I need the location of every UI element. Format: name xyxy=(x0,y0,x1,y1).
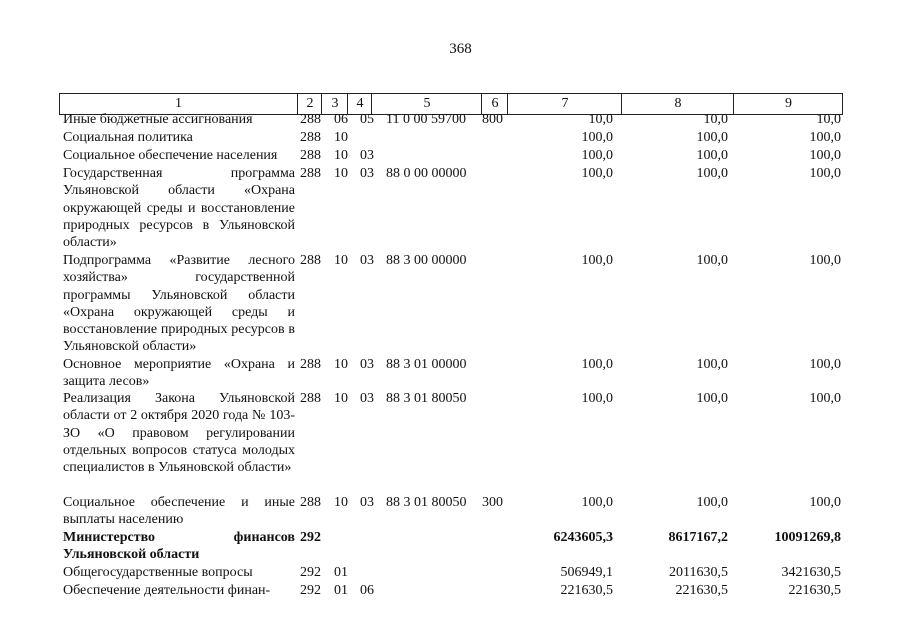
row-year-2: 2011630,5 xyxy=(669,565,728,580)
row-rz: 01 xyxy=(334,565,348,580)
row-year-2: 100,0 xyxy=(696,253,728,268)
row-year-3: 100,0 xyxy=(809,253,841,268)
row-year-1: 221630,5 xyxy=(560,583,613,598)
row-csr: 88 0 00 00000 xyxy=(386,166,467,181)
row-year-3: 10091269,8 xyxy=(774,530,841,545)
header-col-5: 5 xyxy=(371,94,482,114)
header-col-2: 2 xyxy=(297,94,322,114)
page-number: 368 xyxy=(449,41,472,57)
row-year-1: 100,0 xyxy=(581,253,613,268)
row-rz: 06 xyxy=(334,112,348,127)
row-name: Основное мероприятие «Охрана и защита лесов» xyxy=(63,357,295,390)
header-col-6: 6 xyxy=(481,94,508,114)
row-rz: 10 xyxy=(334,166,348,181)
row-year-2: 221630,5 xyxy=(675,583,728,598)
row-name: Социальное обеспечение населения xyxy=(63,148,278,163)
row-ved: 292 xyxy=(300,565,321,580)
row-year-2: 10,0 xyxy=(703,112,728,127)
row-name: Обеспечение деятельности финан- xyxy=(63,583,271,598)
row-year-3: 100,0 xyxy=(809,357,841,372)
header-col-1: 1 xyxy=(175,96,182,111)
row-ved: 288 xyxy=(300,148,321,163)
row-csr: 88 3 00 00000 xyxy=(386,253,467,268)
header-col-3: 3 xyxy=(321,94,348,114)
row-pr: 05 xyxy=(360,112,374,127)
row-name: Общегосударственные вопросы xyxy=(63,565,253,580)
row-name: Иные бюджетные ассигнования xyxy=(63,112,253,127)
header-col-4: 4 xyxy=(347,94,372,114)
row-rz: 10 xyxy=(334,391,348,406)
row-rz: 10 xyxy=(334,130,348,145)
row-name: Государственная программа Ульяновской области «Охрана окружающей среды и восстановление природных ресурсов в Ульяновской области» xyxy=(63,166,295,251)
row-year-3: 100,0 xyxy=(809,391,841,406)
row-year-1: 100,0 xyxy=(581,166,613,181)
row-csr: 88 3 01 00000 xyxy=(386,357,467,372)
row-year-2: 100,0 xyxy=(696,357,728,372)
row-pr: 03 xyxy=(360,253,374,268)
row-name: Социальная политика xyxy=(63,130,193,145)
row-ved: 288 xyxy=(300,253,321,268)
row-csr: 11 0 00 59700 xyxy=(386,112,466,127)
row-pr: 03 xyxy=(360,357,374,372)
row-year-1: 100,0 xyxy=(581,130,613,145)
row-ved: 288 xyxy=(300,391,321,406)
row-pr: 06 xyxy=(360,583,374,598)
row-year-2: 100,0 xyxy=(696,391,728,406)
row-csr: 88 3 01 80050 xyxy=(386,391,467,406)
row-year-3: 221630,5 xyxy=(788,583,841,598)
row-name: Социальное обеспечение и иные выплаты населению xyxy=(63,495,295,528)
row-year-3: 3421630,5 xyxy=(781,565,841,580)
row-year-2: 100,0 xyxy=(696,495,728,510)
row-year-2: 100,0 xyxy=(696,130,728,145)
header-col-8: 8 xyxy=(621,94,734,114)
row-rz: 10 xyxy=(334,253,348,268)
row-vr: 800 xyxy=(482,112,503,127)
row-pr: 03 xyxy=(360,495,374,510)
row-csr: 88 3 01 80050 xyxy=(386,495,467,510)
row-year-1: 100,0 xyxy=(581,495,613,510)
row-rz: 10 xyxy=(334,357,348,372)
row-rz: 01 xyxy=(334,583,348,598)
row-name: Подпрограмма «Развитие лесного хозяйства» государственной программы Ульяновской области «Охрана окружающей среды и восстановление природных ресурсов в Ульяновской области» xyxy=(63,253,295,355)
row-pr: 03 xyxy=(360,166,374,181)
row-year-2: 100,0 xyxy=(696,166,728,181)
row-ved: 288 xyxy=(300,130,321,145)
row-ved: 288 xyxy=(300,495,321,510)
row-pr: 03 xyxy=(360,391,374,406)
row-year-1: 100,0 xyxy=(581,391,613,406)
row-ved: 288 xyxy=(300,112,321,127)
row-year-3: 100,0 xyxy=(809,495,841,510)
row-name: Министерство финансов Ульяновской области xyxy=(63,530,295,563)
row-year-1: 100,0 xyxy=(581,148,613,163)
row-ved: 288 xyxy=(300,357,321,372)
row-vr: 300 xyxy=(482,495,503,510)
row-year-3: 100,0 xyxy=(809,148,841,163)
row-pr: 03 xyxy=(360,148,374,163)
row-ved: 292 xyxy=(300,583,321,598)
header-col-9: 9 xyxy=(733,94,843,114)
row-year-3: 100,0 xyxy=(809,130,841,145)
row-year-1: 10,0 xyxy=(588,112,613,127)
row-name: Реализация Закона Ульяновской области от 2 октября 2020 года № 103-ЗО «О правовом регулировании отдельных вопросов статуса молодых специалистов в Ульяновской области» xyxy=(63,391,295,476)
row-ved: 288 xyxy=(300,166,321,181)
row-ved: 292 xyxy=(300,530,321,545)
row-rz: 10 xyxy=(334,495,348,510)
row-year-2: 8617167,2 xyxy=(668,530,728,545)
row-rz: 10 xyxy=(334,148,348,163)
row-year-1: 100,0 xyxy=(581,357,613,372)
row-year-3: 10,0 xyxy=(816,112,841,127)
row-year-1: 6243605,3 xyxy=(553,530,613,545)
row-year-3: 100,0 xyxy=(809,166,841,181)
row-year-2: 100,0 xyxy=(696,148,728,163)
header-col-7: 7 xyxy=(507,94,622,114)
row-year-1: 506949,1 xyxy=(560,565,613,580)
